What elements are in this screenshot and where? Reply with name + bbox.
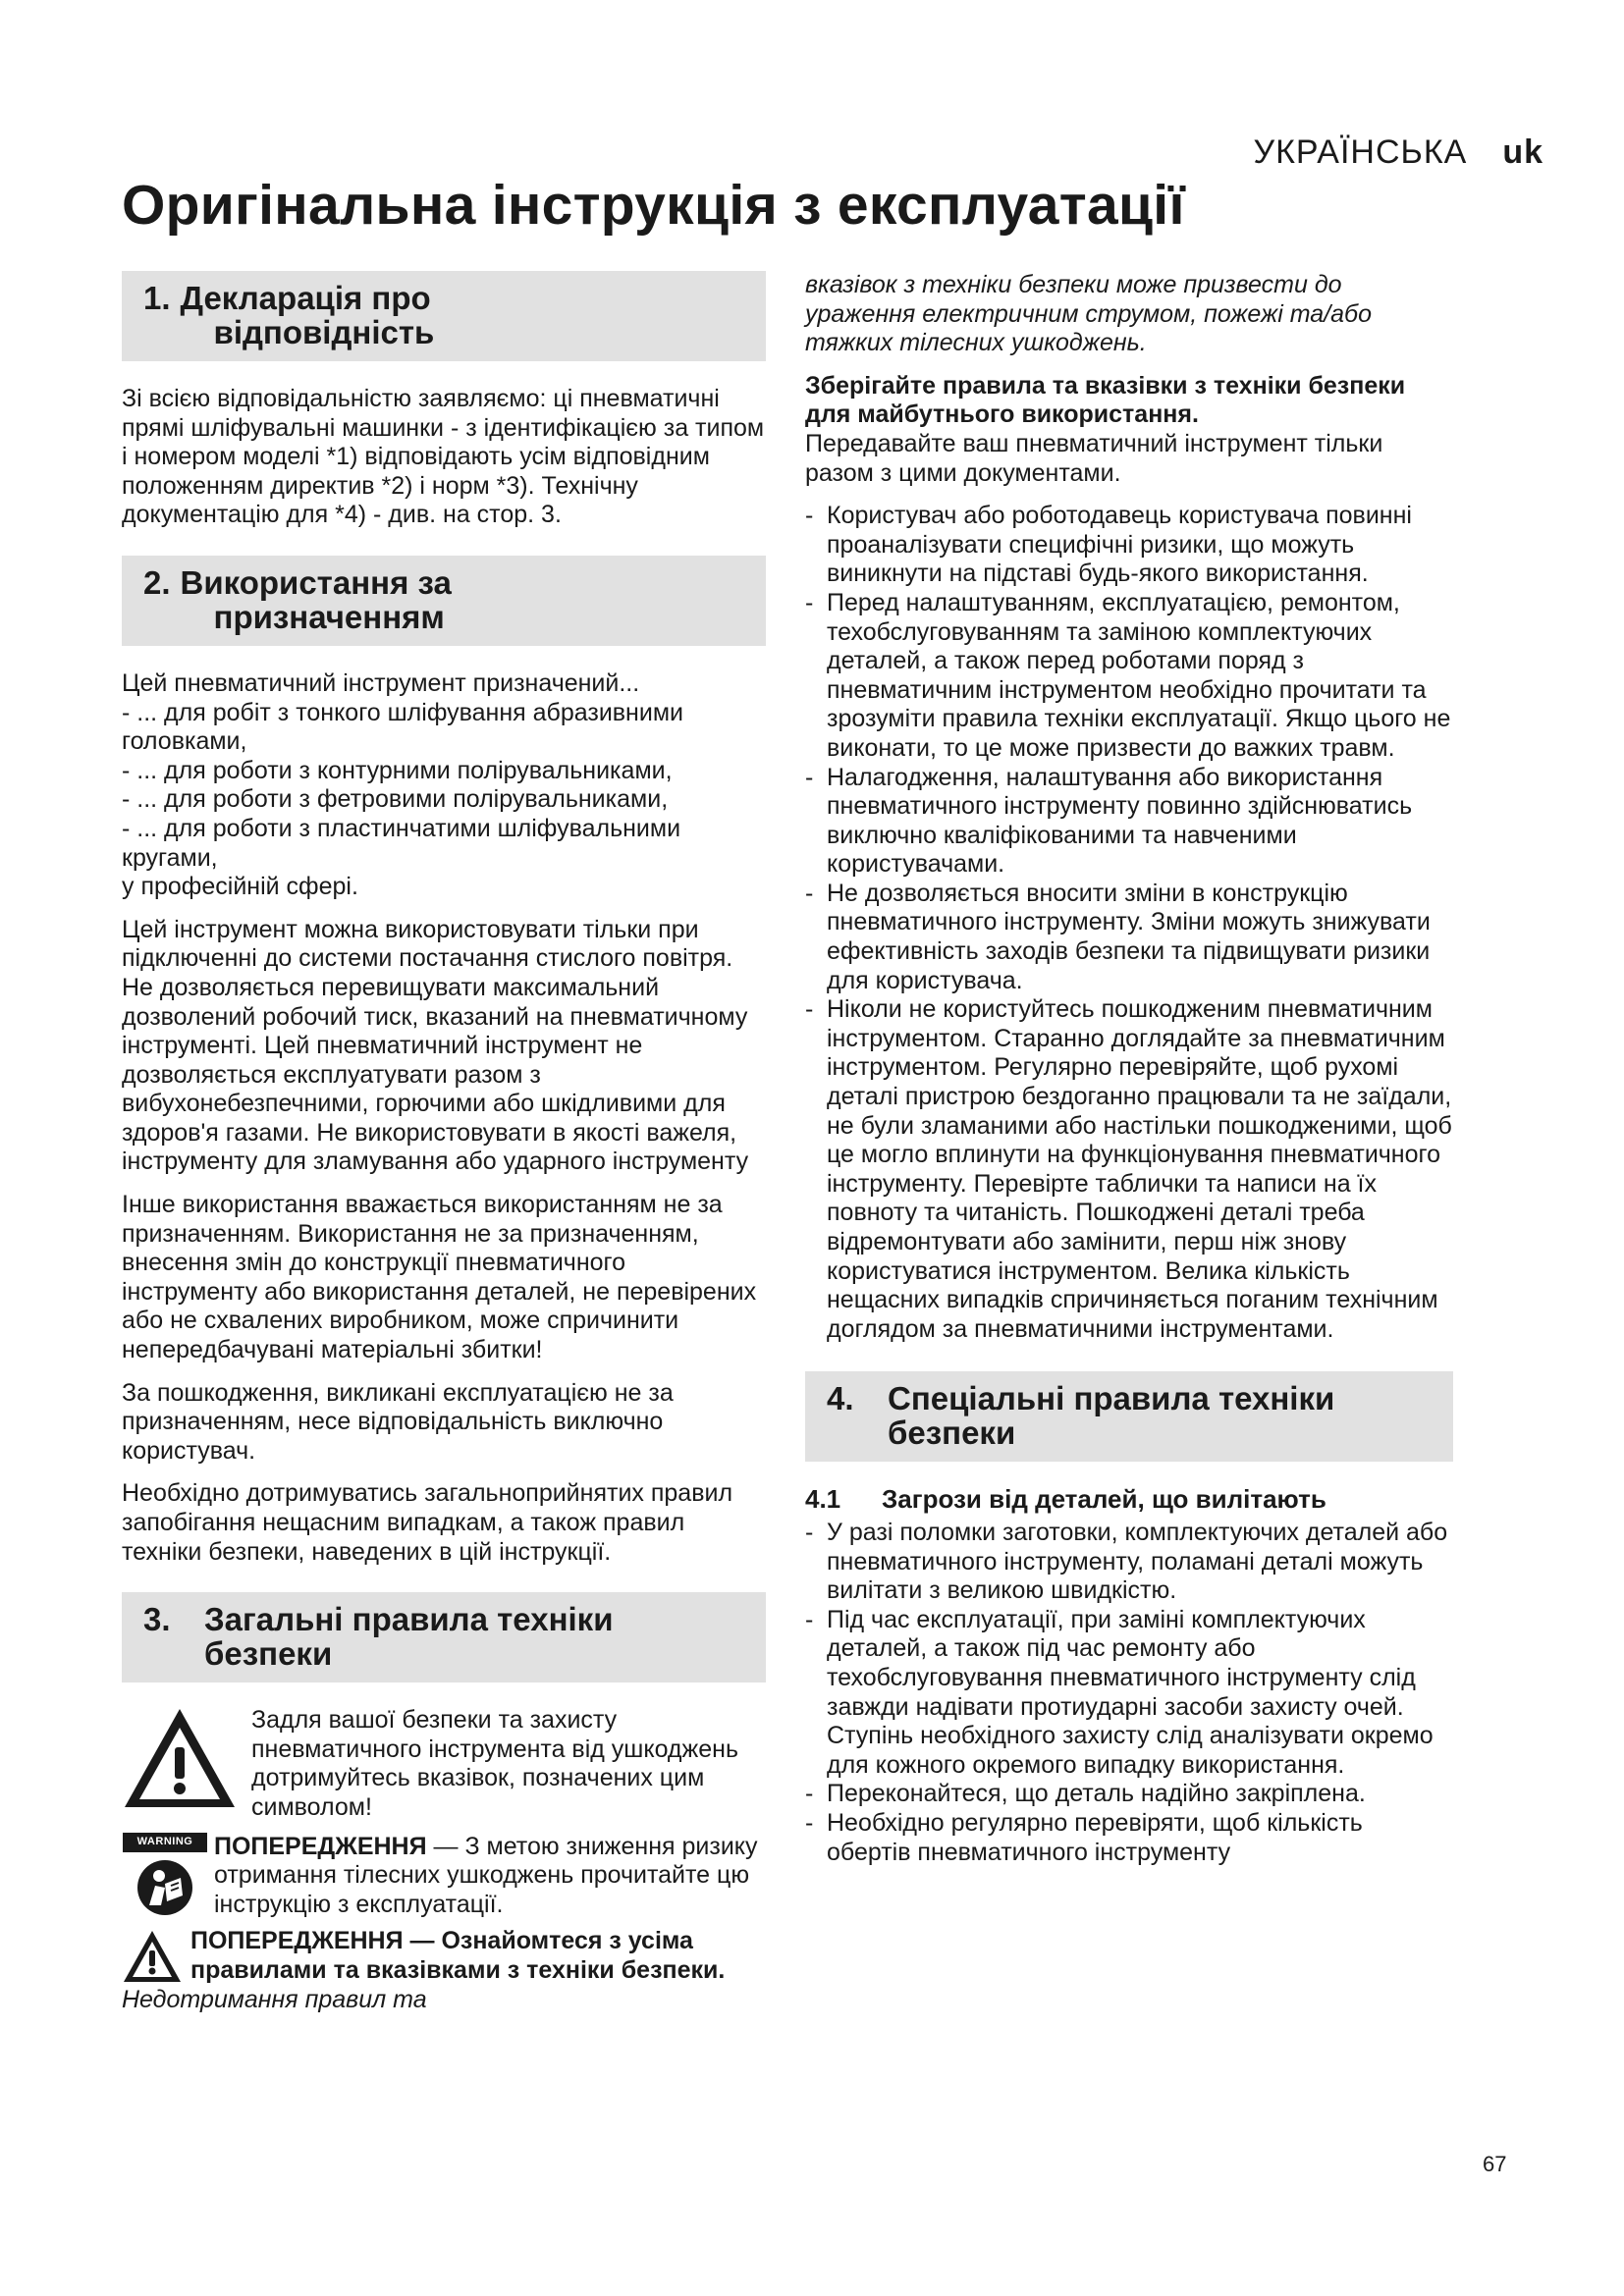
warning-triangle-small-icon <box>122 1929 183 1984</box>
list-item-text: Необхідно регулярно перевіряти, щоб кількість обертів пневматичного інструменту <box>827 1808 1363 1866</box>
list-item: - Не дозволяється вносити зміни в конструкцію пневматичного інструменту. Зміни можуть знижувати ефективність заходів безпеки та підвищувати ризики для користувача. <box>805 879 1431 994</box>
document-title: Оригінальна інструкція з експлуатації <box>122 174 1185 237</box>
section-number: 2. <box>143 563 171 601</box>
intended-use-intro: Цей пневматичний інструмент призначений... <box>122 668 640 697</box>
list-item: - Під час експлуатації, при заміні комплектуючих деталей, а також під час ремонту або техобслуговування пневматичного інструменту слід завжди надівати протиударні засоби захисту очей. Ступінь необхідного захисту слід аналізувати окремо для кожного окремого випадку використання. <box>805 1605 1434 1779</box>
list-item: - Переконайтеся, що деталь надійно закріплена. <box>805 1780 1366 1808</box>
section-title <box>204 1602 748 1671</box>
section-title-line: безпеки <box>888 1415 1016 1452</box>
list-item-text: У разі поломки заготовки, комплектуючих деталей або пневматичного інструменту, поламані деталі можуть вилітати з великою швидкістю. <box>827 1518 1448 1605</box>
list-item: - У разі поломки заготовки, комплектуючих деталей або пневматичного інструменту, поламані деталі можуть вилітати з великою швидкістю. <box>805 1518 1448 1605</box>
section-title-line: Загальні правила техніки <box>204 1601 614 1638</box>
paragraph: Необхідно дотримуватись загальноприйнятих правил запобігання нещасним випадкам, а також правил техніки безпеки, наведених в цій інструкції. <box>122 1479 733 1566</box>
keep-instructions-block <box>805 372 1453 488</box>
section-number: 3. <box>143 1601 171 1638</box>
declaration-text: Зі всією відповідальністю заявляємо: ці пневматичні прямі шліфувальні машинки - з ідентифікацією за типом і номером моделі *1) відповідають усім відповідним положенням директив *2) і норм *3). Технічну документацію для *4) - див. на стор. 3. <box>122 385 765 529</box>
read-manual-warning <box>122 1833 766 1920</box>
list-item: - Налагодження, налаштування або використання пневматичного інструменту повинно здійснюватись виключно кваліфікованими та навченими користувачами. <box>805 763 1413 879</box>
left-column <box>122 271 766 2014</box>
right-column <box>805 271 1453 1881</box>
warning-text: — З метою зниження ризику отримання тілесних ушкоджень прочитайте цю інструкцію з експлуатації. <box>214 1832 758 1918</box>
list-item: - Необхідно регулярно перевіряти, щоб кількість обертів пневматичного інструменту <box>805 1808 1363 1866</box>
warning-label: ПОПЕРЕДЖЕННЯ <box>214 1832 427 1860</box>
section-title <box>181 281 748 349</box>
general-safety-warning <box>122 1927 766 2014</box>
intended-use-tail: у професійній сфері. <box>122 873 358 901</box>
intended-use-block <box>122 669 766 902</box>
section-2-heading <box>122 556 766 646</box>
list-item-text: Користувач або роботодавець користувача повинні проаналізувати специфічні ризики, що можуть виникнути на підставі будь-якого використання. <box>827 502 1412 588</box>
warning-badge <box>123 1833 207 1852</box>
list-item-text: Налагодження, налаштування або використання пневматичного інструменту повинно здійснюватись виключно кваліфікованими та навченими користувачами. <box>827 763 1413 879</box>
section-title <box>181 565 748 634</box>
list-item: - ... для роботи з фетровими полірувальниками, <box>122 785 669 814</box>
warning-italic-text: Недотримання правил та <box>122 1985 427 2013</box>
list-item: - ... для роботи з контурними полірувальниками, <box>122 756 673 784</box>
section-title-line: призначенням <box>213 598 445 635</box>
warning-badge-label: WARNING <box>136 1835 193 1847</box>
paragraph: За пошкодження, викликані експлуатацією не за призначенням, несе відповідальність виключно користувач. <box>122 1378 674 1465</box>
subsection-number: 4.1 <box>805 1484 841 1515</box>
flying-parts-list <box>805 1519 1453 1867</box>
list-item-text: Переконайтеся, що деталь надійно закріплена. <box>827 1780 1366 1808</box>
list-item-text: Під час експлуатації, при заміні комплектуючих деталей, а також під час ремонту або техобслуговування пневматичного інструменту слід завжди надівати протиударні засоби захисту очей. Ступінь необхідного захисту слід аналізувати окремо для кожного окремого випадку використання. <box>827 1605 1434 1779</box>
warning-triangle-icon <box>122 1706 238 1810</box>
list-item-text: Перед налаштуванням, експлуатацією, ремонтом, техобслуговуванням та заміною комплектуючих деталей, а також перед роботами поряд з пневматичним інструментом необхідно прочитати та зрозуміти правила техніки експлуатації. Якщо цього не виконати, то це може призвести до важких травм. <box>827 588 1451 762</box>
section-title-line: Декларація про <box>180 280 431 316</box>
paragraph: Цей інструмент можна використовувати тільки при підключенні до системи постачання стислого повітря. Не дозволяється перевищувати максимальний дозволений робочий тиск, вказаний на пневматичному інструменті. Цей пневматичний інструмент не дозволяється експлуатувати разом з вибухонебезпечними, горючими або шкідливими для здоров'я газами. Не використовувати в якості важеля, інструменту для зламування або ударного інструменту <box>122 915 749 1176</box>
list-item: - Ніколи не користуйтесь пошкодженим пневматичним інструментом. Старанно доглядайте за пневматичним інструментом. Регулярно перевіряйте, щоб рухомі деталі пристрою бездоганно працювали та не заїдали, не були зламаними або настільки пошкодженими, щоб це могло вплинути на функціонування пневматичного інструменту. Перевірте таблички та написи на їх повноту та читаність. Пошкоджені деталі треба відремонтувати або замінити, перш ніж знову користуватися інструментом. Велика кількість нещасних випадків спричиняється поганим технічним доглядом за пневматичними інструментами. <box>805 995 1452 1343</box>
page-number: 67 <box>1483 2152 1507 2176</box>
section-title-line: Спеціальні правила техніки <box>888 1380 1335 1417</box>
read-manual-text <box>214 1833 766 1920</box>
section-title-line: безпеки <box>204 1635 333 1673</box>
safety-symbol-text: Задля вашої безпеки та захисту пневматичного інструмента від ушкоджень дотримуйтесь вказівок, позначених цим символом! <box>251 1706 738 1821</box>
read-manual-icon <box>135 1858 194 1917</box>
subsection-4-1-heading <box>805 1485 1453 1515</box>
list-item: - ... для робіт з тонкого шліфування абразивними головками, <box>122 698 683 756</box>
paragraph: Інше використання вважається використанням не за призначенням. Використання не за призначенням, внесення змін до конструкції пневматичного інструменту або використання деталей, не перевірених або не схвалених виробником, може спричинити непередбачувані матеріальні збитки! <box>122 1191 757 1364</box>
section-title <box>888 1381 1435 1450</box>
warning-bold-text: ПОПЕРЕДЖЕННЯ — Ознайомтеся з усіма правилами та вказівками з техніки безпеки. <box>190 1927 726 1984</box>
section-number: 1. <box>143 280 171 316</box>
safety-symbol-row <box>122 1706 766 1822</box>
language-label: УКРАЇНСЬКА <box>1253 133 1468 171</box>
keep-instructions-bold: Зберігайте правила та вказівки з техніки безпеки для майбутнього використання. <box>805 371 1406 429</box>
general-safety-list <box>805 502 1453 1344</box>
warning-continuation: вказівок з техніки безпеки може призвести до ураження електричним струмом, пожежі та/або тяжких тілесних ушкоджень. <box>805 271 1373 357</box>
section-number: 4. <box>827 1380 854 1417</box>
warning-badge-group <box>122 1833 208 1917</box>
list-item-text: Ніколи не користуйтесь пошкодженим пневматичним інструментом. Старанно доглядайте за пневматичним інструментом. Регулярно перевіряйте, щоб рухомі деталі пристрою бездоганно працювали та не заїдали, не були зламаними або настільки пошкодженими, щоб це могло вплинути на функціонування пневматичного інструменту. Перевірте таблички та написи на їх повноту та читаність. Пошкоджені деталі треба відремонтувати або замінити, перш ніж знову користуватися інструментом. Велика кількість нещасних випадків спричиняється поганим технічним доглядом за пневматичними інструментами. <box>827 995 1452 1343</box>
section-4-heading <box>805 1371 1453 1462</box>
section-title-line: відповідність <box>213 314 435 350</box>
section-3-heading <box>122 1592 766 1682</box>
list-item: - Користувач або роботодавець користувача повинні проаналізувати специфічні ризики, що можуть виникнути на підставі будь-якого використання. <box>805 502 1412 588</box>
list-item: - Перед налаштуванням, експлуатацією, ремонтом, техобслуговуванням та заміною комплектуючих деталей, а також перед роботами поряд з пневматичним інструментом необхідно прочитати та зрозуміти правила техніки експлуатації. Якщо цього не виконати, то це може призвести до важких травм. <box>805 588 1451 762</box>
language-code: uk <box>1502 133 1543 171</box>
section-1-heading <box>122 271 766 361</box>
keep-instructions-text: Передавайте ваш пневматичний інструмент тільки разом з цими документами. <box>805 429 1383 487</box>
list-item-text: Не дозволяється вносити зміни в конструкцію пневматичного інструменту. Зміни можуть знижувати ефективність заходів безпеки та підвищувати ризики для користувача. <box>827 879 1431 994</box>
section-title-line: Використання за <box>180 563 452 601</box>
list-item: - ... для роботи з пластинчатими шліфувальними кругами, <box>122 814 681 872</box>
subsection-title: Загрози від деталей, що вилітають <box>882 1484 1326 1515</box>
language-header <box>1253 133 1543 172</box>
